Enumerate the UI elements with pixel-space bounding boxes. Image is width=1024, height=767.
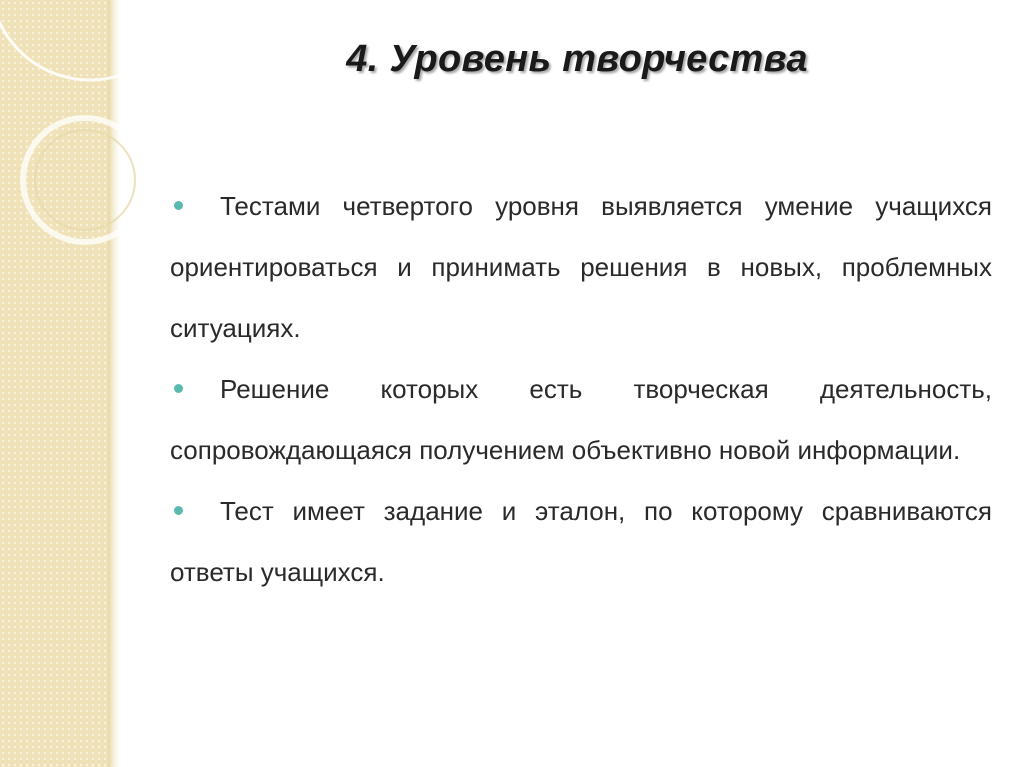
bullet-item-3 xyxy=(170,481,992,603)
bullet-text-3: Тест имеет задание и эталон, по которому сравниваются ответы учащихся. xyxy=(170,496,992,587)
bullet-dot-icon xyxy=(174,384,183,393)
bullet-item-1 xyxy=(170,176,992,359)
bullet-text-1: Тестами четвертого уровня выявляется умение учащихся ориентироваться и принимать решения в новых, проблемных ситуациях. xyxy=(170,191,992,343)
bullet-list xyxy=(170,176,992,603)
bullet-item-2 xyxy=(170,359,992,481)
decorative-circles xyxy=(0,0,140,260)
bullet-dot-icon xyxy=(174,201,183,210)
bullet-dot-icon xyxy=(174,506,183,515)
slide-title: 4. Уровень творчества xyxy=(346,38,808,80)
bullet-text-2: Решение которых есть творческая деятельность, сопровождающаяся получением объективно новой информации. xyxy=(170,374,992,465)
